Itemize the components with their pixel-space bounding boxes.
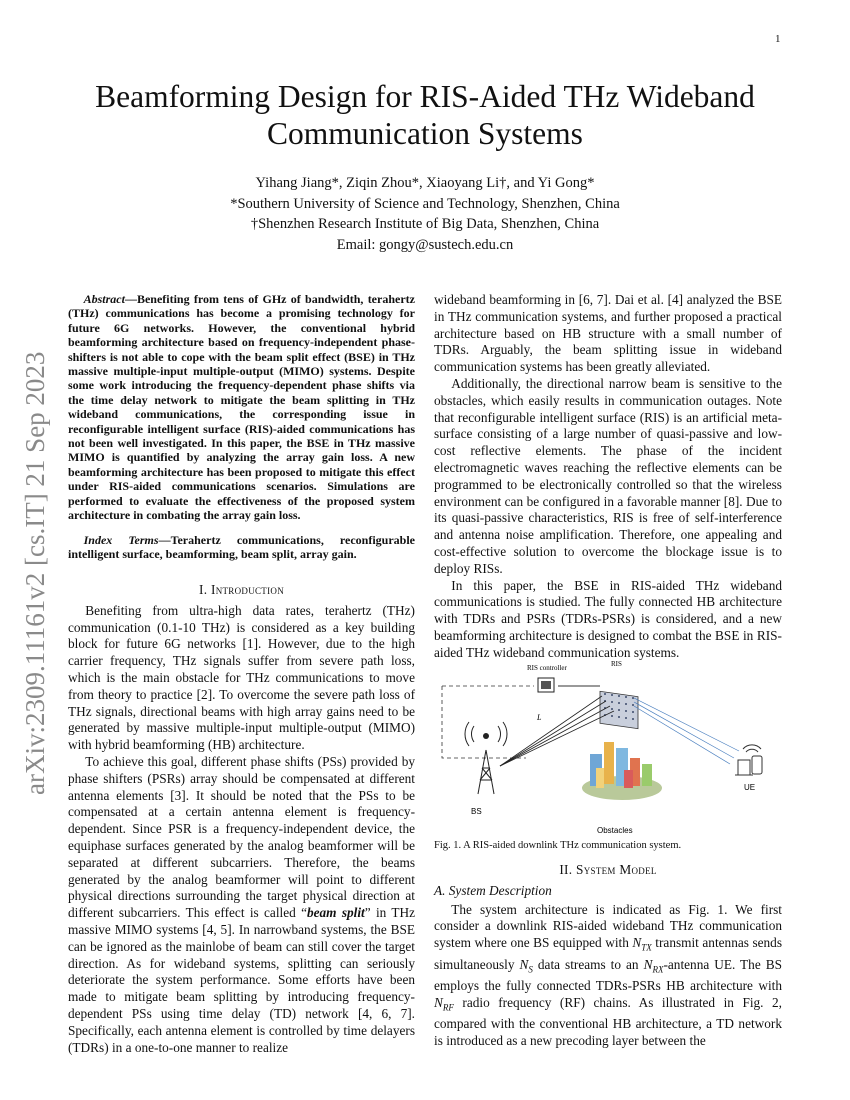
l-label: L bbox=[537, 713, 542, 722]
author-names: Yihang Jiang*, Ziqin Zhou*, Xiaoyang Li†, and Yi Gong* bbox=[255, 175, 595, 191]
abstract-text: —Benefiting from tens of GHz of bandwidth, terahertz (THz) communications has become a promising technology for future 6G networks. However, the conventional hybrid beamforming architecture based on frequency-independent phase-shifters is not able to cope with the beam split effect (BSE) in THz massive multiple-input multiple-output (MIMO) systems. Despite some work introducing the frequency-dependent phase shifts via the time delay network to mitigate the beam splitting in THz wideband communications, the corresponding issue in reconfigurable intelligent surface (RIS)-aided communications has not been well investigated. In this paper, the BSE in THz massive MIMO is quantified by analyzing the array gain loss. A new beamforming architecture has been proposed to mitigate this effect under RIS-aided communications scenarios. Simulations are performed to evaluate the effectiveness of the proposed system architecture in combating the array gain loss. bbox=[68, 292, 415, 523]
page-number: 1 bbox=[775, 33, 781, 45]
system-description-paragraph: The system architecture is indicated as Fig. 1. We first consider a downlink RIS-aided wideband THz communication system where one BS equipped with $N_{TX}$ transmit antennas sends simultaneously $N_S$ data streams to an $N_{RX}$-antenna UE. The BS employs the fully connected TDRs-PSRs HB architecture with $N_{RF}$ radio frequency (RF) chains. As illustrated in Fig. 2, compared with the conventional HB architecture, a TD network is introduced as a new precoding layer between the bbox=[434, 901, 783, 1049]
figure-1-diagram bbox=[434, 656, 782, 844]
right-column-top bbox=[434, 292, 782, 662]
ris-controller-chip bbox=[541, 681, 551, 689]
author-email: Email: gongy@sustech.edu.cn bbox=[336, 236, 514, 253]
index-terms-label: Index Terms bbox=[83, 532, 159, 547]
index-terms-text: —Terahertz communications, reconfigurable intelligent surface, beamforming, beam split, array gain. bbox=[68, 532, 415, 561]
intro-paragraph-1: Benefiting from ultra-high data rates, terahertz (THz) communication (0.1-10 THz) is considered as a key building block for future 6G networks [1]. However, due to the high carrier frequency, THz signals suffer from severe path loss, which is the main obstacle for THz communications to move from theory to practice [2]. To overcome the severe path loss of THz signals, directional beams with high array gains need to be generated by massive multiple-input multiple-output (MIMO) with hybrid beamforming (HB) architecture. bbox=[68, 602, 415, 753]
intro-paragraph-2-cont: wideband beamforming in [6, 7]. Dai et al. [4] analyzed the BSE in THz communication systems, and further proposed a practical architecture based on HB structure with a small number of TDRs. Arguably, the beam splitting issue in wideband communication systems has been greatly alleviated. bbox=[434, 292, 782, 375]
affiliation-1: *Southern University of Science and Technology, Shenzhen, China bbox=[230, 195, 620, 212]
title-line-2: Communication Systems bbox=[267, 116, 583, 151]
right-column-bottom bbox=[434, 858, 782, 1050]
paper-title bbox=[40, 78, 810, 152]
ris-label: RIS bbox=[611, 660, 622, 668]
subsection-a-heading: A. System Description bbox=[434, 882, 552, 898]
section-1-heading: I. Introduction bbox=[199, 582, 284, 597]
affiliation-2: †Shenzhen Research Institute of Big Data, Shenzhen, China bbox=[250, 216, 600, 232]
ris-controller-label: RIS controller bbox=[527, 664, 567, 672]
ue-label: UE bbox=[744, 783, 756, 792]
left-column-body bbox=[68, 568, 415, 1056]
intro-paragraph-3: Additionally, the directional narrow beam is sensitive to the obstacles, which easily results in communication outages. Note that reconfigurable intelligent surface (RIS) is an artificial meta-surface consisting of a large number of quasi-passive and low-cost reflective elements. The phase of the incident electromagnetic waves reaching the reflective elements can be programmed to be electronically controlled so that the wireless environment can be configured in a favorable manner [8]. Due to its quasi-passive characteristics, RIS is free of self-interference and antenna noise amplification. Therefore, one appealing and cost-effective solution to overcome the blockage issue is to deploy RISs. bbox=[434, 375, 782, 576]
section-2-heading: II. System Model bbox=[559, 862, 657, 877]
intro-paragraph-2: To achieve this goal, different phase shifts (PSs) provided by phase shifters (PSRs) array should be compensated at different antenna elements [3]. It should be noted that the PSs to be compensated at a certain antenna element is frequency-dependent. Since PSR is a frequency-independent device, the equiphase surfaces generated by the analog beamformer will be separated at different subcarriers. Therefore, the beams generated by the analog beamformer will point to different physical directions surrounding the target physical direction at different subcarriers. This effect is called “beam split” in THz massive MIMO systems [4, 5]. In narrowband systems, the BSE can be ignored as the mainlobe of beam can still cover the target direction. As for wideband systems, splitting can seriously deteriorate the system performance. Some efforts have been made to mitigate beam splitting by introducing frequency-dependent PSs using time delay (TD) network [4, 6, 7]. Specifically, each antenna element is controlled by time delayers (TDRs) in a one-to-one manner to realize bbox=[68, 753, 416, 1055]
controller-dashed-link bbox=[442, 686, 526, 758]
author-block bbox=[40, 173, 810, 255]
obstacles-city-icon bbox=[582, 742, 662, 800]
figure-1 bbox=[434, 656, 782, 844]
bs-antenna-dot bbox=[483, 733, 489, 739]
bs-label: BS bbox=[471, 807, 482, 816]
title-line-1: Beamforming Design for RIS-Aided THz Wideband bbox=[95, 79, 755, 114]
intro-paragraph-4: In this paper, the BSE in RIS-aided THz wideband communications is studied. The fully connected HB architecture with TDRs and PSRs (TDRs-PSRs) is considered, and a new beamforming architecture is designed to combat the BSE in RIS-aided THz wideband communication systems. bbox=[434, 577, 782, 660]
figure-1-caption: Fig. 1. A RIS-aided downlink THz communication system. bbox=[434, 840, 682, 851]
obstacles-label: Obstacles bbox=[597, 826, 633, 835]
ue-devices-icon bbox=[735, 745, 762, 775]
ris-to-ue-beams bbox=[634, 698, 739, 764]
beam-split-term: beam split bbox=[306, 905, 365, 921]
arxiv-identifier: arXiv:2309.11161v2 [cs.IT] 21 Sep 2023 bbox=[20, 351, 50, 795]
abstract-label: Abstract bbox=[83, 292, 125, 306]
abstract bbox=[68, 292, 415, 561]
